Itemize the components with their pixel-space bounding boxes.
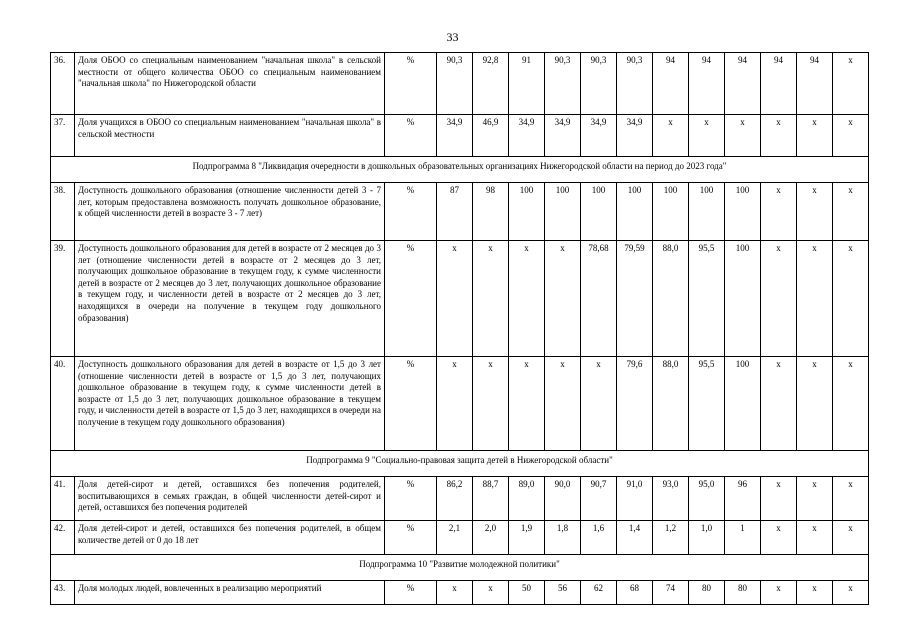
value-cell: x (833, 183, 869, 241)
value-cell: 91,0 (617, 477, 653, 521)
subprogram-title: Подпрограмма 8 "Ликвидация очередности в дошкольных образовательных организациях Нижегородской области на период до 2023 года" (51, 157, 869, 183)
value-cell: x (761, 357, 797, 451)
row-number: 41. (51, 477, 75, 521)
subprogram-title: Подпрограмма 10 "Развитие молодежной политики" (51, 555, 869, 581)
table-row (51, 521, 869, 555)
value-cell: 90,3 (545, 53, 581, 115)
value-cell: x (833, 477, 869, 521)
subprogram-row (51, 157, 869, 183)
value-cell: 95,0 (689, 477, 725, 521)
value-cell: x (761, 115, 797, 157)
value-cell: 94 (797, 53, 833, 115)
indicator-description: Доля ОБОО со специальным наименованием "начальная школа" в сельской местности от общего количества ОБОО со специальным наименованием "начальная школа" по Нижегородской области (75, 53, 385, 115)
value-cell: 62 (581, 581, 617, 605)
value-cell: 94 (761, 53, 797, 115)
value-cell: 46,9 (473, 115, 509, 157)
indicator-description: Доля детей-сирот и детей, оставшихся без попечения родителей, воспитывающихся в семьях граждан, в общей численности детей-сирот и детей, оставшихся без попечения родителей (75, 477, 385, 521)
value-cell: x (833, 241, 869, 357)
value-cell: x (725, 115, 761, 157)
value-cell: 74 (653, 581, 689, 605)
row-number: 43. (51, 581, 75, 605)
value-cell: x (797, 477, 833, 521)
table-row (51, 53, 869, 115)
value-cell: 89,0 (509, 477, 545, 521)
subprogram-title: Подпрограмма 9 "Социально-правовая защита детей в Нижегородской области" (51, 451, 869, 477)
table-row (51, 241, 869, 357)
table-row (51, 477, 869, 521)
table-row (51, 115, 869, 157)
value-cell: 88,0 (653, 241, 689, 357)
value-cell: 87 (437, 183, 473, 241)
value-cell: x (545, 241, 581, 357)
value-cell: 100 (617, 183, 653, 241)
value-cell: 94 (689, 53, 725, 115)
indicator-description: Доля молодых людей, вовлеченных в реализацию мероприятий (75, 581, 385, 605)
value-cell: 100 (509, 183, 545, 241)
value-cell: x (797, 521, 833, 555)
value-cell: x (833, 53, 869, 115)
unit-cell: % (385, 357, 437, 451)
value-cell: 100 (725, 241, 761, 357)
value-cell: 56 (545, 581, 581, 605)
value-cell: x (437, 357, 473, 451)
subprogram-row (51, 451, 869, 477)
table-row (51, 183, 869, 241)
value-cell: 92,8 (473, 53, 509, 115)
value-cell: 1,4 (617, 521, 653, 555)
value-cell: x (761, 183, 797, 241)
value-cell: 2,1 (437, 521, 473, 555)
subprogram-row (51, 555, 869, 581)
value-cell: 94 (725, 53, 761, 115)
value-cell: 95,5 (689, 241, 725, 357)
value-cell: 50 (509, 581, 545, 605)
value-cell: 1,0 (689, 521, 725, 555)
unit-cell: % (385, 241, 437, 357)
value-cell: 1,8 (545, 521, 581, 555)
value-cell: x (833, 115, 869, 157)
indicator-description: Доступность дошкольного образования для детей в возрасте от 1,5 до 3 лет (отношение численности детей в возрасте от 1,5 до 3 лет, получающих дошкольное образование в текущем году, к сумме численности детей в возрасте от 1,5 до 3 лет, получающих дошкольное образование в текущем году, и численности детей в возрасте от 1,5 до 3 лет, находящихся в очереди на получение в текущем году дошкольного образования) (75, 357, 385, 451)
unit-cell: % (385, 581, 437, 605)
value-cell: 90,3 (617, 53, 653, 115)
value-cell: 34,9 (581, 115, 617, 157)
unit-cell: % (385, 521, 437, 555)
value-cell: 100 (653, 183, 689, 241)
row-number: 38. (51, 183, 75, 241)
indicator-description: Доля детей-сирот и детей, оставшихся без попечения родителей, в общем количестве детей от 0 до 18 лет (75, 521, 385, 555)
value-cell: 34,9 (545, 115, 581, 157)
page-number: 33 (446, 30, 459, 44)
indicator-description: Доля учащихся в ОБОО со специальным наименованием "начальная школа" в сельской местности (75, 115, 385, 157)
value-cell: x (437, 241, 473, 357)
value-cell: x (509, 357, 545, 451)
row-number: 36. (51, 53, 75, 115)
value-cell: x (833, 521, 869, 555)
value-cell: 100 (581, 183, 617, 241)
value-cell: 96 (725, 477, 761, 521)
value-cell: 80 (689, 581, 725, 605)
value-cell: 100 (689, 183, 725, 241)
row-number: 40. (51, 357, 75, 451)
value-cell: 1,9 (509, 521, 545, 555)
value-cell: x (581, 357, 617, 451)
value-cell: x (509, 241, 545, 357)
value-cell: 80 (725, 581, 761, 605)
indicators-table (50, 52, 869, 605)
value-cell: 100 (545, 183, 581, 241)
value-cell: 91 (509, 53, 545, 115)
row-number: 39. (51, 241, 75, 357)
value-cell: 88,0 (653, 357, 689, 451)
table-row (51, 357, 869, 451)
value-cell: x (833, 357, 869, 451)
value-cell: 95,5 (689, 357, 725, 451)
value-cell: x (797, 183, 833, 241)
value-cell: x (473, 241, 509, 357)
unit-cell: % (385, 115, 437, 157)
value-cell: x (545, 357, 581, 451)
unit-cell: % (385, 53, 437, 115)
value-cell: x (689, 115, 725, 157)
value-cell: 90,7 (581, 477, 617, 521)
table-row (51, 581, 869, 605)
value-cell: 100 (725, 357, 761, 451)
value-cell: 93,0 (653, 477, 689, 521)
value-cell: x (797, 241, 833, 357)
indicator-description: Доступность дошкольного образования (отношение численности детей 3 - 7 лет, которым предоставлена возможность получать дошкольное образование, к общей численности детей в возрасте 3 - 7 лет) (75, 183, 385, 241)
value-cell: 90,3 (581, 53, 617, 115)
unit-cell: % (385, 183, 437, 241)
row-number: 42. (51, 521, 75, 555)
value-cell: 34,9 (437, 115, 473, 157)
value-cell: x (797, 581, 833, 605)
value-cell: x (761, 477, 797, 521)
value-cell: x (761, 241, 797, 357)
value-cell: 79,6 (617, 357, 653, 451)
value-cell: x (761, 521, 797, 555)
value-cell: 1 (725, 521, 761, 555)
value-cell: 86,2 (437, 477, 473, 521)
value-cell: 2,0 (473, 521, 509, 555)
value-cell: 78,68 (581, 241, 617, 357)
table-body (51, 53, 869, 605)
value-cell: 34,9 (509, 115, 545, 157)
value-cell: x (761, 581, 797, 605)
value-cell: 79,59 (617, 241, 653, 357)
value-cell: 94 (653, 53, 689, 115)
value-cell: x (473, 581, 509, 605)
indicator-description: Доступность дошкольного образования для детей в возрасте от 2 месяцев до 3 лет (отношение численности детей в возрасте от 2 месяцев до 3 лет, получающих дошкольное образование в текущем году, к сумме численности детей в возрасте от 2 месяцев до 3 лет, получающих дошкольное образование в текущем году, и численности детей в возрасте от 2 месяцев до 3 лет, находящихся в очереди на получение в текущем году дошкольного образования) (75, 241, 385, 357)
value-cell: 1,2 (653, 521, 689, 555)
value-cell: x (473, 357, 509, 451)
value-cell: 34,9 (617, 115, 653, 157)
value-cell: x (833, 581, 869, 605)
value-cell: 90,3 (437, 53, 473, 115)
value-cell: 100 (725, 183, 761, 241)
value-cell: 88,7 (473, 477, 509, 521)
unit-cell: % (385, 477, 437, 521)
value-cell: x (437, 581, 473, 605)
value-cell: 68 (617, 581, 653, 605)
value-cell: 98 (473, 183, 509, 241)
value-cell: x (797, 357, 833, 451)
value-cell: 90,0 (545, 477, 581, 521)
value-cell: x (797, 115, 833, 157)
value-cell: 1,6 (581, 521, 617, 555)
value-cell: x (653, 115, 689, 157)
row-number: 37. (51, 115, 75, 157)
